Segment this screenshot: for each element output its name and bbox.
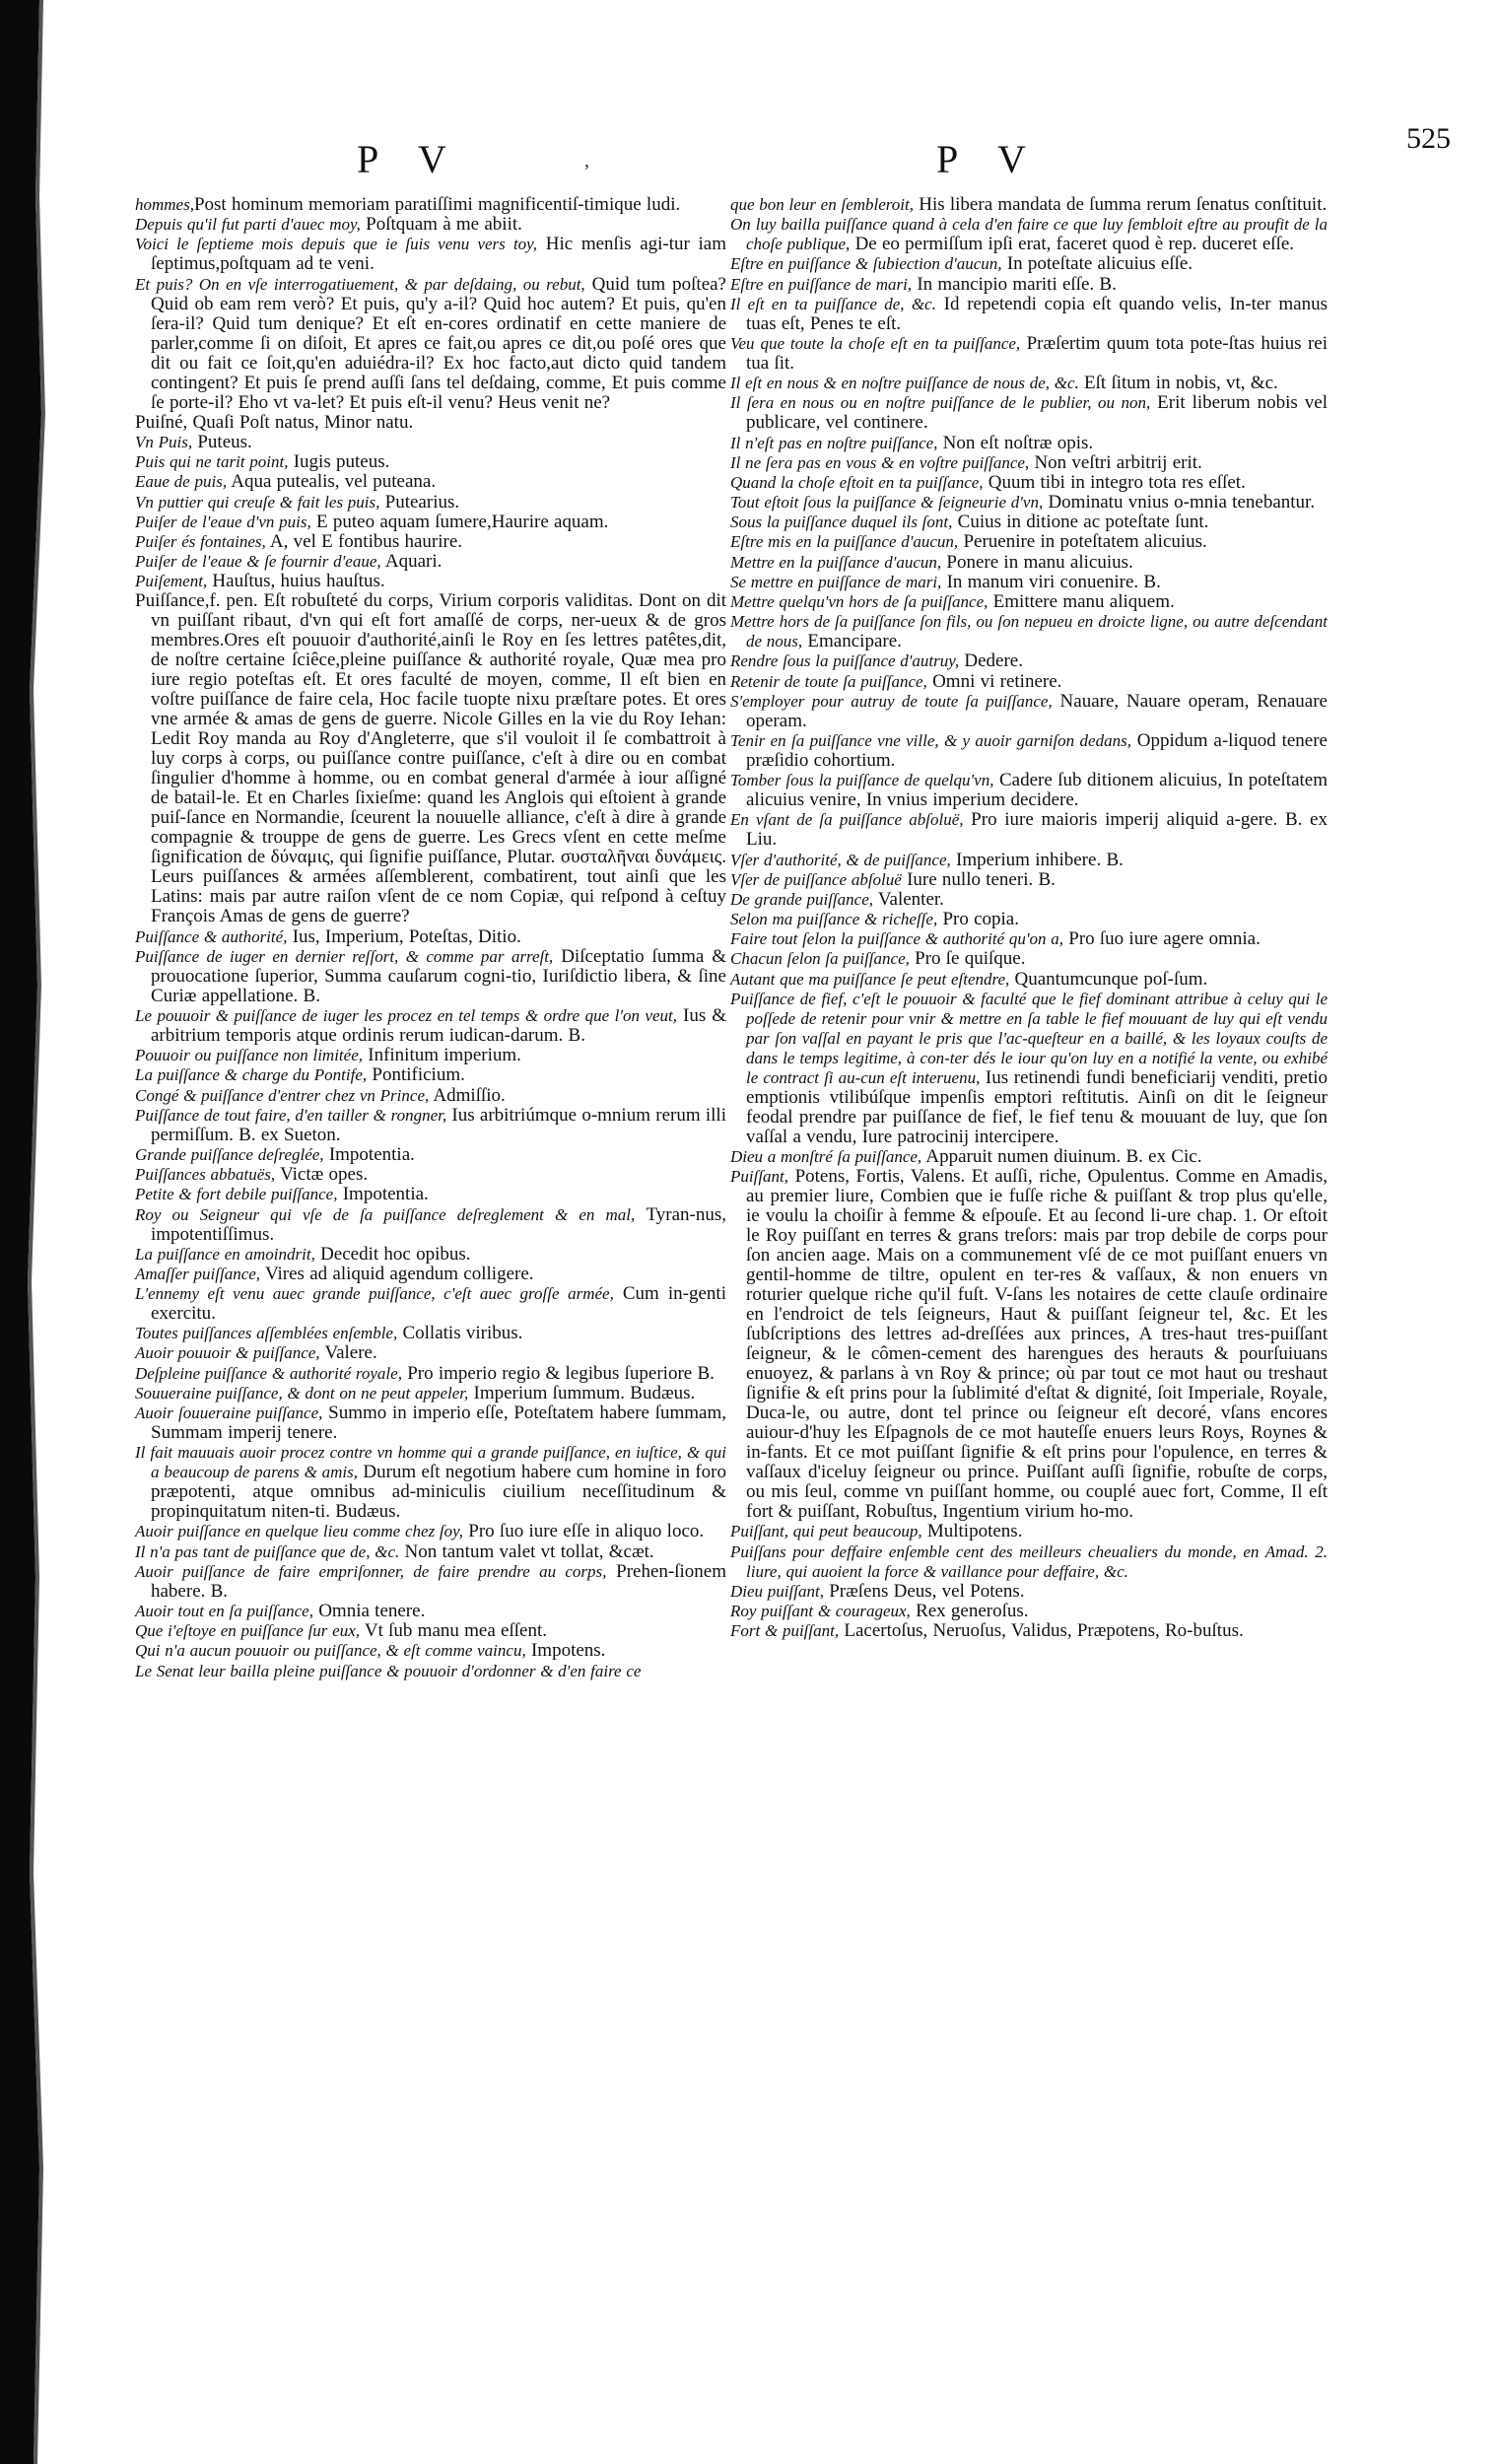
entry-french-phrase: Puiſer de l'eaue & ſe fournir d'eaue, [135,552,381,572]
dictionary-entry [135,413,726,433]
dictionary-entry [730,434,1328,453]
entry-french-phrase: Dieu puiſſant, [730,1581,824,1601]
entry-latin-translation: Omnia tenere. [312,1600,426,1621]
entry-latin-translation: Putearius. [379,491,460,513]
entry-french-phrase: Puiſer de l'eaue d'vn puis, [135,512,311,531]
entry-latin-translation: Erit liberum nobis vel publicare, vel continere. [746,392,1328,434]
entry-french-phrase: Sous la puiſſance duquel ils ſont, [730,513,953,532]
dictionary-entry [135,1086,726,1106]
dictionary-entry [730,672,1328,692]
entry-latin-translation: Valere. [319,1342,377,1364]
entry-latin-translation: Apparuit numen diuinum. B. ex Cic. [921,1146,1202,1167]
entry-latin-translation: Pro iure maioris imperij aliquid a-gere. B. ex Liu. [746,809,1328,851]
entry-latin-translation: Emancipare. [802,631,902,652]
dictionary-entry [135,1065,726,1085]
dictionary-entry [135,215,726,235]
dictionary-entry [730,532,1328,552]
entry-french-phrase: Grande puiſſance deſreglée, [135,1144,324,1164]
entry-french-phrase: Souueraine puiſſance, & dont on ne peut appeler, [135,1383,469,1403]
entry-french-phrase: Retenir de toute ſa puiſſance, [730,671,927,691]
entry-french-phrase: Selon ma puiſſance & richeſſe, [730,910,938,929]
entry-latin-translation: Puteus. [192,431,252,452]
entry-latin-translation: Pro ſuo iure agere omnia. [1063,928,1261,950]
entry-latin-translation: Non tantum valet vt tollat, &cæt. [399,1540,654,1562]
entry-latin-translation: Ius arbitriúmque o-mnium rerum illi permiſſum. B. ex Sueton. [151,1104,726,1145]
dictionary-entry [135,433,726,452]
entry-french-phrase: Dieu a monſtré ſa puiſſance, [730,1147,922,1166]
entry-french-phrase: De grande puiſſance, [730,889,873,909]
entry-french-phrase: Que i'eſtoye en puiſſance ſur eux, [135,1621,360,1641]
entry-latin-translation: Vires ad aliquid agendum colligere. [260,1263,534,1284]
entry-french-phrase: Petite & fort debile puiſſance, [135,1185,338,1204]
entry-french-phrase: La puiſſance & charge du Pontife, [135,1065,368,1085]
entry-french-phrase: Depuis qu'il fut parti d'auec moy, [135,215,361,235]
entry-french-phrase: Il eſt en ta puiſſance de, &c. [730,294,936,313]
entry-french-phrase: Auoir tout en ſa puiſſance, [135,1601,313,1620]
dictionary-entry [135,1106,726,1145]
entry-latin-translation: Dominatu vnius o-mnia tenebantur. [1043,492,1316,513]
entry-french-phrase: Autant que ma puiſſance ſe peut eſtendre, [730,969,1010,989]
entry-french-phrase: Fort & puiſſant, [730,1621,840,1641]
entry-latin-translation: Non eſt noſtræ opis. [937,432,1094,453]
entry-french-phrase: Il ſera en nous ou en noſtre puiſſance de le publier, ou non, [730,393,1151,413]
entry-latin-translation: Pro copia. [937,909,1019,930]
entry-french-phrase: Puiſſant, qui peut beaucoup, [730,1522,922,1541]
entry-french-phrase: Chacun ſelon ſa puiſſance, [730,949,910,969]
entry-french-phrase: Il fait mauuais auoir procez contre vn homme qui a grande puiſſance, en iuſtice, & qui a beaucoup de parens & amis, [135,1443,726,1482]
dictionary-entry [135,1641,726,1661]
dictionary-entry [730,374,1328,393]
entry-latin-translation: Non veſtri arbitrij erit. [1029,451,1202,473]
entry-french-phrase: Puiſement, [135,572,208,591]
dictionary-entry [730,692,1328,731]
entry-latin-translation: Ius, Imperium, Poteſtas, Ditio. [287,925,521,947]
entry-french-phrase: Faire tout ſelon la puiſſance & authorité qu'on a, [730,929,1063,949]
dictionary-entry [135,493,726,513]
entry-latin-translation: Pro imperio regio & legibus ſuperiore B. [401,1362,715,1384]
entry-latin-translation: Hic menſis agi-tur iam ſeptimus,poſtquam ad te veni. [151,234,727,275]
entry-french-phrase: Puis qui ne tarit point, [135,452,289,472]
dictionary-entry [730,513,1328,532]
entry-latin-translation: Victæ opes. [275,1164,369,1186]
entry-latin-translation: His libera mandata de ſumma rerum ſenatus conſtituit. [913,194,1328,215]
dictionary-entry [135,195,726,215]
dictionary-entry [135,1205,726,1245]
dictionary-entry [135,1343,726,1363]
dictionary-entry [730,1542,1328,1582]
dictionary-entry [730,295,1328,334]
entry-latin-translation: Collatis viribus. [397,1323,523,1344]
dictionary-entry [730,870,1328,890]
entry-latin-translation: Præſertim quum tota pote-ſtas huius rei tua ſit. [746,332,1328,374]
entry-french-phrase: Auoir puiſſance en quelque lieu comme chez ſoy, [135,1522,464,1541]
entry-latin-translation: Tyran-nus, impotentiſſimus. [151,1203,726,1245]
dictionary-entry [135,1602,726,1621]
right-column [730,195,1328,1641]
running-head-right: P V [936,137,1042,181]
dictionary-entry [730,215,1328,254]
entry-latin-translation: Dedere. [959,650,1023,672]
dictionary-entry [135,275,726,413]
entry-latin-translation: Lacertoſus, Neruoſus, Validus, Præpotens, Ro-buſtus. [839,1620,1244,1642]
entry-french-phrase: Rendre ſous la puiſſance d'autruy, [730,651,960,671]
dictionary-entry [730,851,1328,870]
entry-latin-translation: Prehen-ſionem habere. B. [151,1560,726,1602]
entry-french-phrase: Mettre hors de ſa puiſſance ſon fils, ou ſon nepueu en droicte ligne, ou autre deſcendant de nous, [730,612,1328,651]
entry-latin-translation: Pro ſe quiſque. [909,948,1026,970]
entry-latin-translation: Vt ſub manu mea eſſent. [360,1620,547,1642]
dictionary-entry [135,513,726,532]
entry-latin-translation: Impotens. [525,1640,606,1662]
entry-latin-translation: Peruenire in poteſtatem alicuius. [958,531,1207,553]
entry-french-phrase: Voici le ſeptieme mois depuis que ie ſuis venu vers toy, [135,235,538,254]
entry-french-phrase: Veu que toute la choſe eſt en ta puiſſance, [730,333,1021,353]
dictionary-entry [730,393,1328,433]
entry-latin-translation: Puiſné, Quaſi Poſt natus, Minor natu. [135,411,414,433]
entry-latin-translation: Omni vi retinere. [926,670,1062,692]
dictionary-entry [730,949,1328,969]
entry-french-phrase: Puiſſances abbatuës, [135,1165,276,1185]
dictionary-entry [135,235,726,274]
entry-french-phrase: Roy ou Seigneur qui vſe de ſa puiſſance deſreglement & en mal, [135,1204,636,1224]
entry-latin-translation: In poteſtate alicuius eſſe. [1001,253,1193,275]
entry-latin-translation: Hauſtus, huius hauſtus. [207,571,385,592]
dictionary-entry [730,254,1328,274]
dictionary-entry [135,1284,726,1324]
entry-latin-translation: Impotentia. [323,1143,415,1165]
entry-latin-translation: Pontificium. [367,1064,465,1086]
page-number: 525 [1406,122,1451,155]
dictionary-entry [135,947,726,1006]
entry-latin-translation: Impotentia. [337,1184,429,1205]
dictionary-entry [730,493,1328,513]
dictionary-entry [730,731,1328,771]
entry-latin-translation: Admiſſio. [429,1084,506,1106]
dictionary-entry [135,1145,726,1165]
entry-french-phrase: Il ne ſera pas en vous & en voſtre puiſſance, [730,452,1030,472]
entry-french-phrase: Auoir puiſſance de faire empriſonner, de faire prendre au corps, [135,1561,607,1581]
dictionary-entry [730,771,1328,810]
entry-french-phrase: Puiſſance de fief, c'eſt le pouuoir & faculté que le fief dominant attribue à celuy qui le poſſede de retenir pour vnir & mettre en ſa table le fief mouuant de luy qui eſt vendu par ſon vaſſal en payant le pris que l'ac-queſteur en a baillé, & les loyaux couſts de dans le temps legitime, à con-ter dés le iour qu'on luy en a notifié la vente, ou exhibé le contract ſi au-cun eſt interuenu, [730,989,1328,1087]
entry-french-phrase: hommes, [135,195,194,214]
entry-french-phrase: Vn Puis, [135,432,193,451]
entry-latin-translation: Puiſſance,f. pen. Eſt robuſteté du corps, Virium corporis validitas. Dont on dit vn puiſſant ribaut, d'vn qui eſt fort amaſſé de corps, ner-ueux & de gros membres.Ores eſt pouuoir d'authorité,ainſi le Roy en ſes lettres patêtes,dit, de noſtre certaine ſciêce,pleine puiſſance & authorité royale, Quæ mea pro iure regio poteſtas eſt. Et ores faculté de moyen, comme, Il eſt bien en voſtre puiſſance de faire cela, Hoc facile tuopte nixu præſtare potes. Et ores vne armée & amas de gens de guerre. Nicole Gilles en la vie du Roy Iehan: Ledit Roy manda au Roy d'Angleterre, que s'il vouloit il ſe combattroit à luy corps à corps, ou puiſſance contre puiſſance, c'eſt à dire ou en combat ſingulier d'homme à homme, ou en combat general d'armée à iour aſſigné de batail-le. Et en Charles ſixieſme: quand les Anglois qui eſtoient à grande puiſ-ſance en Normandie, ſceurent la nouuelle alliance, c'eſt à dire à grande compagnie & trouppe de gens de guerre. Les Grecs vſent en cette meſme ſignification de δύναμις, qui ſignifie puiſſance, Plutar. συσταλῆναι δυνάμεις. Leurs puiſſances & armées aſſemblerent, combatirent, tout ainſi que les Latins: mais par autre raiſon vſent de ce nom Copiæ, qui reſpond à ceſtuy François Amas de gens de guerre? [135,590,726,927]
dictionary-entry [135,1245,726,1265]
entry-french-phrase: Mettre quelqu'vn hors de ſa puiſſance, [730,592,989,611]
entry-latin-translation: Diſceptatio ſumma & prouocatione ſuperior, Summa cauſarum cogni-tio, Iuriſdictio libera, & ſine Curiæ appellatione. B. [151,945,727,1006]
dictionary-entry [730,453,1328,473]
entry-french-phrase: On luy bailla puiſſance quand à cela d'en faire ce que luy ſembloit eſtre au proufit de la choſe publique, [730,215,1328,254]
entry-french-phrase: Il n'eſt pas en noſtre puiſſance, [730,433,938,452]
entry-french-phrase: Pouuoir ou puiſſance non limitée, [135,1046,363,1065]
entry-latin-translation: Ius & arbitrium temporis atque ordinis rerum iudican-darum. B. [151,1005,727,1046]
entry-latin-translation: Nauare, Nauare operam, Renauare operam. [746,690,1328,731]
dictionary-entry [730,810,1328,850]
dictionary-entry [730,1621,1328,1641]
dictionary-entry [135,1324,726,1343]
entry-french-phrase: Vſer de puiſſance abſoluë [730,869,902,889]
dictionary-entry [730,910,1328,929]
entry-french-phrase: Se mettre en puiſſance de mari, [730,572,942,591]
entry-latin-translation: Poſtquam à me abiit. [360,214,522,236]
entry-french-phrase: Puiſſance & authorité, [135,926,288,946]
entry-french-phrase: Auoir ſouueraine puiſſance, [135,1403,323,1422]
entry-latin-translation: Durum eſt negotium habere cum homine in foro præpotenti, atque omnibus ad-miniculis ciuilium neceſſitudinum & propinquitatum niten-ti. Budæus. [151,1462,726,1523]
entry-latin-translation: Ponere in manu alicuius. [941,551,1133,573]
dictionary-entry [135,1265,726,1284]
entry-french-phrase: Puiſſant, [730,1167,789,1187]
running-head-left: P V [357,137,462,181]
entry-french-phrase: S'employer pour autruy de toute ſa puiſſance, [730,691,1053,711]
entry-french-phrase: Congé & puiſſance d'entrer chez vn Prince, [135,1085,430,1105]
entry-latin-translation: Post hominum memoriam paratiſſimi magnificentiſ-timique ludi. [193,194,681,215]
dictionary-entry [135,1542,726,1562]
left-column [135,195,726,1681]
dictionary-entry [135,1364,726,1384]
entry-french-phrase: Eſtre en puiſſance de mari, [730,274,913,294]
dictionary-entry [135,532,726,552]
entry-latin-translation: Pro ſuo iure eſſe in aliquo loco. [463,1521,705,1542]
entry-french-phrase: Tenir en ſa puiſſance vne ville, & y auoir garniſon dedans, [730,730,1131,750]
dictionary-entry [730,929,1328,949]
entry-french-phrase: Quand la choſe eſtoit en ta puiſſance, [730,472,984,492]
entry-french-phrase: Puiſſance de iuger en dernier reſſort, & comme par arreſt, [135,946,554,966]
entry-french-phrase: Deſpleine puiſſance & authorité royale, [135,1363,402,1383]
entry-latin-translation: Ius retinendi fundi beneficiarij venditi, pretio emptionis vtilibúſque impenſis emptori reſtitutis. Ainſi on dit le ſeigneur feodal prendre par puiſſance de fief, le fief tenu & mouuant de luy, que ſon vaſſal a vendu, Iure patrocinij intercipere. [746,1066,1329,1147]
entry-french-phrase: Toutes puiſſances aſſemblées enſemble, [135,1324,398,1343]
entry-latin-translation: Quantumcunque poſ-ſum. [1009,968,1208,990]
dictionary-entry [730,1602,1328,1621]
entry-latin-translation: Decedit hoc opibus. [314,1243,471,1265]
entry-latin-translation: Summo in imperio eſſe, Poteſtatem habere ſummam, Summam imperij tenere. [151,1403,726,1443]
entry-latin-translation: Cadere ſub ditionem alicuius, In poteſtatem alicuius venire, In vnius imperium decidere. [746,770,1328,811]
dictionary-entry [135,1046,726,1065]
dictionary-entry [730,1147,1328,1167]
dictionary-entry [730,1582,1328,1602]
entry-french-phrase: Puiſſans pour deffaire enſemble cent des meilleurs cheualiers du monde, en Amad. 2. liure, qui auoient la force & vaillance pour deffaire, &c. [730,1541,1328,1581]
entry-french-phrase: Vn puttier qui creuſe & fait les puis, [135,492,380,512]
entry-latin-translation: Cuius in ditione ac poteſtate ſunt. [952,512,1209,533]
dictionary-entry [730,195,1328,215]
entry-french-phrase: En vſant de ſa puiſſance abſoluë, [730,810,964,830]
entry-latin-translation: Imperium inhibere. B. [950,849,1124,870]
entry-french-phrase: Tout eſtoit ſous la puiſſance & ſeigneurie d'vn, [730,493,1044,513]
entry-latin-translation: Infinitum imperium. [363,1045,521,1066]
entry-latin-translation: In mancipio mariti eſſe. B. [912,273,1117,295]
entry-french-phrase: Puiſſance de tout faire, d'en tailler & rongner, [135,1105,447,1125]
dictionary-entry [730,612,1328,651]
entry-french-phrase: Auoir pouuoir & puiſſance, [135,1343,320,1363]
entry-latin-translation: Quid tum poſtea? Quid ob eam rem verò? Et puis, qu'y a-il? Quid hoc autem? Et puis, qu'en ſera-il? Quid tum denique? Et eſt en-cores ordinatif en cette maniere de parler,comme ſi on diſoit, Et apres ce fait,ou apres ce dit,ou poſé ores que dit ou fait ce ſoit,qu'en aduiédra-il? Ex hoc facto,aut dicto quid tandem contingent? Et puis ſe prend auſſi ſans tel deſdaing, comme, Et puis comme ſe porte-il? Eho vt va-let? Et puis eſt-il venu? Heus venit ne? [151,273,726,413]
entry-latin-translation: De eo permiſſum ipſi erat, faceret quod è rep. duceret eſſe. [850,234,1295,255]
dictionary-entry [730,553,1328,573]
dictionary-entry [730,1167,1328,1522]
dictionary-entry [135,1006,726,1046]
entry-latin-translation: E puteo aquam ſumere,Haurire aquam. [310,511,609,532]
entry-french-phrase: Roy puiſſant & courageux, [730,1601,911,1620]
dictionary-entry [135,1384,726,1403]
dictionary-entry [135,927,726,947]
entry-french-phrase: Le Senat leur bailla pleine puiſſance & pouuoir d'ordonner & d'en faire ce [135,1661,642,1680]
dictionary-entry [730,651,1328,671]
entry-latin-translation: Iure nullo teneri. B. [901,868,1056,890]
dictionary-entry [730,573,1328,592]
dictionary-entry [730,1522,1328,1541]
entry-french-phrase: Qui n'a aucun pouuoir ou puiſſance, & eſt comme vaincu, [135,1641,526,1661]
dictionary-entry [135,452,726,472]
entry-latin-translation: Id repetendi copia eſt quando velis, In-ter manus tuas eſt, Penes te eſt. [746,293,1329,334]
entry-latin-translation: Quum tibi in integro tota res eſſet. [983,471,1246,493]
dictionary-entry [730,592,1328,612]
dictionary-entry [135,1662,726,1681]
entry-latin-translation: Rex generoſus. [910,1600,1029,1621]
entry-french-phrase: Et puis? On en vſe interrogatiuement, & par deſdaing, ou rebut, [135,274,585,294]
entry-latin-translation: Cum in-genti exercitu. [151,1283,726,1325]
entry-latin-translation: Multipotens. [921,1521,1023,1542]
entry-french-phrase: Mettre en la puiſſance d'aucun, [730,552,942,572]
entry-latin-translation: Aquari. [380,551,443,573]
entry-latin-translation: In manum viri conuenire. B. [941,571,1161,592]
dictionary-entry [730,275,1328,295]
dictionary-entry [135,1165,726,1185]
entry-latin-translation: Emittere manu aliquem. [988,591,1175,612]
entry-french-phrase: Puiſer és fontaines, [135,531,266,551]
entry-french-phrase: Eaue de puis, [135,472,228,492]
entry-latin-translation: Oppidum a-liquod tenere præſidio cohortium. [746,729,1328,771]
dictionary-entry [135,552,726,572]
entry-latin-translation: Valenter. [873,888,944,910]
dictionary-entry [730,334,1328,374]
dictionary-entry [135,1522,726,1541]
entry-french-phrase: Tomber ſous la puiſſance de quelqu'vn, [730,771,994,790]
entry-french-phrase: Il n'a pas tant de puiſſance que de, &c. [135,1541,400,1561]
dictionary-entry [135,1562,726,1602]
entry-french-phrase: Il eſt en nous & en noſtre puiſſance de nous de, &c. [730,374,1079,393]
entry-latin-translation: Præſens Deus, vel Potens. [823,1580,1025,1602]
entry-latin-translation: Potens, Fortis, Valens. Et auſſi, riche, Opulentus. Comme en Amadis, au premier liure, Combien que ie fuſſe riche & puiſſant & trop plus qu'elle, ie voulu la choiſir à femme & eſpouſe. Et au ſecond li-ure chap. 1. Or eſtoit le Roy puiſſant en terres & grans treſors: mais par trop debile de corps pour ſon ancien aage. Mais on a communement vſé de ce mot puiſſant enuers vn gentil-homme de tiltre, opulent en ter-res & vaſſaux, & non enuers vn roturier quelque riche qu'il fuſt. V-ſans les notaires de cette clauſe ordinaire en l'endroict de tels ſeigneurs, Haut & puiſſant ſeigneur tel, &c. Et les ſubſcriptions des lettres ad-dreſſées aux princes, A tres-haut tres-puiſſant ſeigneur, & le cômen-cement des harengues des herauts & pourſuiuans enuoyez, & parlans à vn Roy & prince; où par tout ce mot haut ou treshaut ſignifie & eſt prins pour la ſublimité d'eſtat & dignité, ſoit Imperiale, Royale, Duca-le, ou autre, dont tel prince ou ſeigneur eſt decoré, vſans encores auiour-d'huy les Eſpagnols de ce mot hauteſſe enuers leurs Roys, Roynes & in-fants. Et ce mot puiſſant ſignifie & eſt prins pour l'opulence, en terres & vaſſaux d'iceluy ſeigneur ou prince. Puiſſant auſſi ſignifie, robuſte de corps, ou mis ſeul, comme vn puiſſant homme, ou couplé auec fort, Comme, Il eſt fort & puiſſant, Robuſtus, Ingentium virium ho-mo. [746,1166,1328,1523]
entry-latin-translation: Imperium ſummum. Budæus. [468,1382,696,1403]
dictionary-entry [730,473,1328,493]
entry-french-phrase: que bon leur en ſembleroit, [730,195,914,214]
entry-french-phrase: Le pouuoir & puiſſance de iuger les procez en tel temps & ordre que l'on veut, [135,1006,678,1025]
entry-french-phrase: L'ennemy eſt venu auec grande puiſſance, c'eſt auec groſſe armée, [135,1284,614,1304]
entry-latin-translation: A, vel E fontibus haurire. [265,530,463,552]
entry-latin-translation: Eſt ſitum in nobis, vt, &c. [1078,373,1278,394]
dictionary-entry [135,1403,726,1443]
dictionary-entry [730,970,1328,990]
dictionary-entry [730,890,1328,910]
dictionary-entry [730,990,1328,1147]
dictionary-entry [135,1185,726,1204]
entry-french-phrase: Vſer d'authorité, & de puiſſance, [730,850,951,869]
dictionary-entry [135,472,726,492]
dictionary-entry [135,1443,726,1522]
entry-french-phrase: Amaſſer puiſſance, [135,1264,261,1283]
entry-latin-translation: Iugis puteus. [288,451,390,473]
dictionary-entry [135,1621,726,1641]
entry-french-phrase: Eſtre mis en la puiſſance d'aucun, [730,532,959,552]
entry-french-phrase: La puiſſance en amoindrit, [135,1244,315,1264]
print-mark: , [584,150,589,171]
dictionary-entry [135,591,726,926]
entry-french-phrase: Eſtre en puiſſance & ſubiection d'aucun, [730,254,1002,274]
entry-latin-translation: Aqua putealis, vel puteana. [227,471,437,493]
dictionary-entry [135,572,726,591]
